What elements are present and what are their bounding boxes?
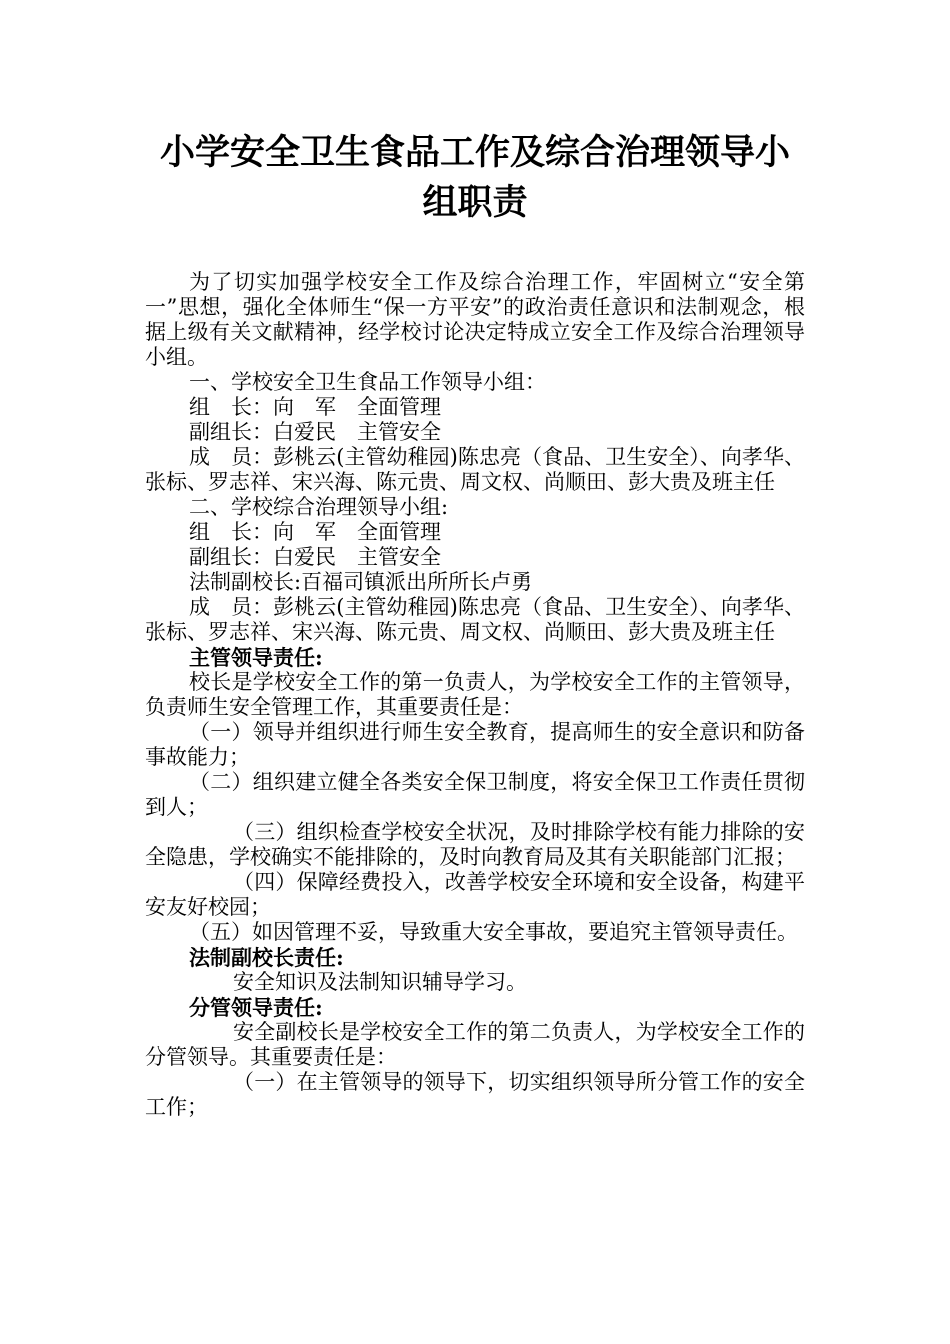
safety-group-deputy: 副组长：白爱民 主管安全	[189, 420, 441, 444]
deputy-leader-duty-1: （一）在主管领导的领导下，切实组织领导所分管工作的安全工作；	[145, 1070, 805, 1119]
principal-duty-2: （二）组织建立健全各类安全保卫制度，将安全保卫工作责任贯彻到人；	[145, 770, 805, 819]
document-body	[145, 270, 805, 1120]
governance-group-deputy: 副组长：白爱民 主管安全	[189, 545, 441, 569]
title-line-1: 小学安全卫生食品工作及综合治理领导小	[159, 132, 790, 173]
section-heading-governance-group: 二、学校综合治理领导小组:	[189, 495, 449, 519]
safety-group-leader: 组 长：向 军 全面管理	[189, 395, 441, 419]
document-title	[100, 128, 850, 228]
governance-group-leader: 组 长：向 军 全面管理	[189, 520, 441, 544]
deputy-leader-duties-intro: 安全副校长是学校安全工作的第二负责人，为学校安全工作的分管领导。其重要责任是：	[145, 1020, 805, 1069]
governance-group-legal-vice-principal: 法制副校长:百福司镇派出所所长卢勇	[189, 570, 533, 594]
principal-duties-intro: 校长是学校安全工作的第一负责人，为学校安全工作的主管领导，负责师生安全管理工作，其重要责任是：	[145, 670, 805, 719]
heading-deputy-leader-duties: 分管领导责任:	[189, 995, 323, 1020]
heading-principal-duties: 主管领导责任:	[189, 645, 323, 670]
governance-group-members: 成 员：彭桃云(主管幼稚园)陈忠亮（食品、卫生安全）、向孝华、张标、罗志祥、宋兴海、陈元贵、周文权、尚顺田、彭大贵及班主任	[145, 595, 805, 644]
heading-legal-vice-principal-duties: 法制副校长责任:	[189, 945, 344, 970]
principal-duty-1: （一）领导并组织进行师生安全教育，提高师生的安全意识和防备事故能力；	[145, 720, 805, 769]
principal-duty-4: （四）保障经费投入，改善学校安全环境和安全设备，构建平安友好校园；	[145, 870, 805, 919]
intro-paragraph: 为了切实加强学校安全工作及综合治理工作，牢固树立“安全第一”思想，强化全体师生“保一方平安”的政治责任意识和法制观念，根据上级有关文献精神，经学校讨论决定特成立安全工作及综合治理领导小组。	[145, 270, 805, 369]
legal-vice-principal-duty: 安全知识及法制知识辅导学习。	[233, 970, 527, 994]
principal-duty-3: （三）组织检查学校安全状况，及时排除学校有能力排除的安全隐患，学校确实不能排除的，及时向教育局及其有关职能部门汇报；	[145, 820, 805, 869]
safety-group-members: 成 员：彭桃云(主管幼稚园)陈忠亮（食品、卫生安全）、向孝华、张标、罗志祥、宋兴海、陈元贵、周文权、尚顺田、彭大贵及班主任	[145, 445, 805, 494]
principal-duty-5: （五）如因管理不妥，导致重大安全事故，要追究主管领导责任。	[189, 920, 798, 944]
section-heading-safety-group: 一、学校安全卫生食品工作领导小组：	[189, 370, 546, 394]
title-line-2: 组职责	[422, 182, 528, 223]
